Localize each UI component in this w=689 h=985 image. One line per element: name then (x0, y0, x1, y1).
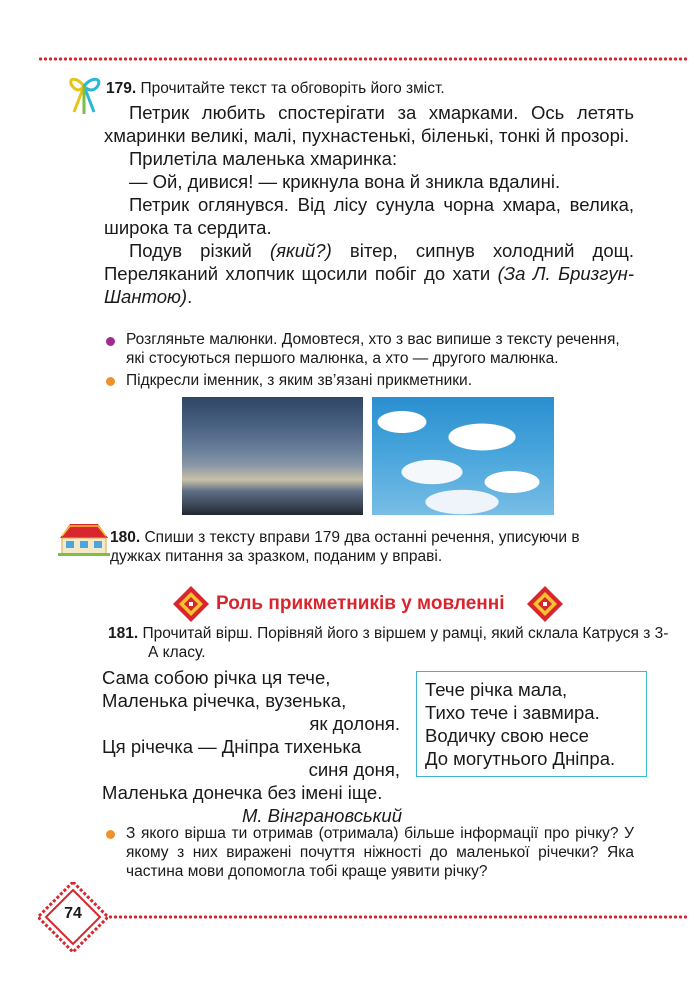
section-title: Роль прикметників у мовленні (216, 593, 505, 614)
ex179-task-1: Розгляньте малюнки. Домовтеся, хто з вас випише з тексту речення, які стосуються першого малюнка, а хто — другого малюнка. (126, 331, 620, 367)
ex179-number: 179. (106, 80, 137, 97)
poem-line: Маленька річечка, вузенька, (102, 690, 347, 711)
question-hint: (який?) (269, 240, 332, 261)
page-number: 74 (64, 905, 82, 922)
ex181-text: Прочитай вірш. Порівняй його з віршем у рамці, який склала Катруся з 3-А класу. (142, 625, 669, 661)
frame-line: Тихо тече і завмира. (425, 702, 600, 723)
poem-line: Маленька донечка без імені іще. (102, 782, 383, 803)
frame-line: Тече річка мала, (425, 679, 568, 700)
orange-bullet (106, 377, 115, 386)
right-ornament-icon (526, 585, 564, 623)
poem-line: як долоня. (309, 713, 400, 734)
ex179-text (104, 101, 634, 308)
white-clouds-image (372, 397, 554, 515)
ex179-heading (106, 79, 445, 98)
bottom-ornament (108, 914, 688, 920)
top-ornament (38, 56, 688, 62)
ex181-number: 181. (108, 625, 139, 642)
ex180-number: 180. (110, 529, 141, 546)
ex179-task-2: Підкресли іменник, з яким зв’язані прикметники. (126, 372, 473, 389)
ex179-paragraph-1: Петрик любить спостерігати за хмарками. Ось летять хмаринки великі, малі, пухнастенькі, біленькі, тонкі й прозорі. (104, 102, 634, 146)
house-icon (56, 522, 112, 556)
ex179-paragraph-3: — Ой, дивися! — крикнула вона й зникла вдалині. (129, 171, 561, 192)
frame-line: До могутнього Дніпра. (425, 748, 616, 769)
poem-line: Ця річечка — Дніпра тихенька (102, 736, 362, 757)
orange-bullet (106, 830, 115, 839)
ex180-block (110, 528, 634, 566)
ex179-p5-end: . (187, 286, 193, 307)
ex179-p5-part-b: вітер, сипнув холодний дощ. Переляканий хлопчик щосили побіг до хати (104, 240, 635, 284)
ex180-text: Спиши з тексту вправи 179 два останні речення, уписуючи в дужках питання за зразком, поданим у вправі. (110, 529, 580, 565)
purple-bullet (106, 337, 115, 346)
ex181-block (108, 624, 676, 662)
poem-author: М. Вінграновський (241, 805, 402, 826)
framed-poem (416, 671, 647, 777)
ex179-instruction: Прочитайте текст та обговоріть його зміст. (140, 80, 445, 97)
ex179-p5-part-a: Подув різкий (129, 240, 270, 261)
poem-line: синя доня, (308, 759, 400, 780)
source-citation: (За Л. Бризгун-Шантою) (104, 263, 634, 307)
poem-line: Сама собою річка ця тече, (102, 667, 331, 688)
left-ornament-icon (172, 585, 210, 623)
ribbon-icon (64, 72, 108, 118)
ex179-paragraph-5 (104, 239, 634, 308)
ex181-question: З якого вірша ти отримав (отримала) більше інформації про річку? У якому з них виражені почуття ніжності до маленької річечки? Яка частина мови допомогла тобі краще уявити річку? (126, 825, 634, 880)
dark-clouds-image (182, 397, 363, 515)
frame-line: Водичку свою несе (425, 725, 589, 746)
ex179-paragraph-2: Прилетіла маленька хмаринка: (129, 148, 398, 169)
poem (102, 666, 400, 827)
ex179-paragraph-4: Петрик оглянувся. Від лісу сунула чорна хмара, велика, широка та сердита. (104, 194, 634, 238)
